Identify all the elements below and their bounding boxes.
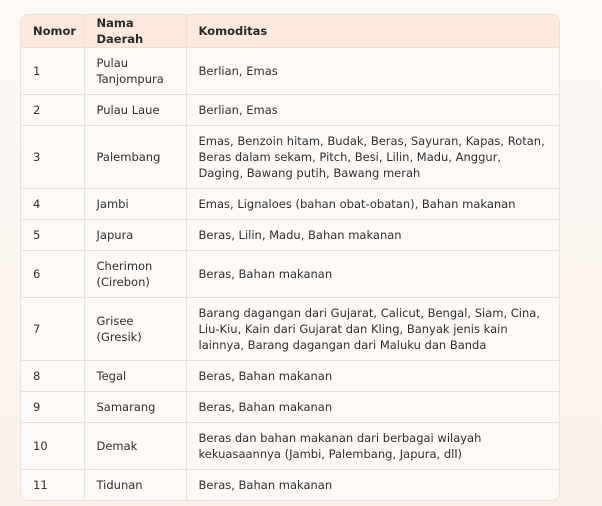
table-row: [21, 361, 559, 392]
cell-komoditas: Berlian, Emas: [186, 48, 559, 95]
cell-nomor: 3: [21, 126, 84, 189]
table-row: [21, 251, 559, 298]
table-body: [21, 48, 559, 501]
cell-komoditas: Beras, Bahan makanan: [186, 392, 559, 423]
cell-nama-daerah: Jambi: [84, 189, 186, 220]
table-row: [21, 220, 559, 251]
header-row: [21, 15, 559, 48]
cell-nama-daerah: Tidunan: [84, 470, 186, 501]
cell-nomor: 5: [21, 220, 84, 251]
cell-nomor: 2: [21, 95, 84, 126]
cell-nama-daerah: Grisee (Gresik): [84, 298, 186, 361]
cell-komoditas: Beras dan bahan makanan dari berbagai wilayah kekuasaannya (Jambi, Palembang, Japura, dll): [186, 423, 559, 470]
cell-komoditas: Beras, Bahan makanan: [198, 478, 333, 492]
table-row: [21, 126, 559, 189]
commodity-table: [21, 15, 559, 500]
cell-nama-daerah: Demak: [84, 423, 186, 470]
header-komoditas: Komoditas: [186, 15, 559, 48]
cell-nomor: 4: [21, 189, 84, 220]
cell-nama-daerah: Samarang: [84, 392, 186, 423]
cell-nama-daerah: Cherimon (Cirebon): [84, 251, 186, 298]
commodity-table-container: [20, 14, 560, 501]
table-row: [21, 95, 559, 126]
cell-nama-daerah: Pulau Laue: [84, 95, 186, 126]
table-row: [21, 470, 559, 501]
cell-nomor: 7: [21, 298, 84, 361]
cell-komoditas: Emas, Lignaloes (bahan obat-obatan), Bahan makanan: [186, 189, 559, 220]
cell-komoditas: Beras, Bahan makanan: [186, 361, 559, 392]
cell-nama-daerah: Palembang: [84, 126, 186, 189]
header-nomor: Nomor: [21, 15, 84, 48]
cell-nomor: 9: [21, 392, 84, 423]
cell-nama-daerah: Pulau Tanjompura: [84, 48, 186, 95]
table-header: [21, 15, 559, 48]
cell-nomor: 1: [21, 48, 84, 95]
table-row: [21, 298, 559, 361]
cell-nomor: 11: [21, 470, 84, 501]
cell-komoditas: Barang dagangan dari Gujarat, Calicut, Bengal, Siam, Cina, Liu-Kiu, Kain dari Gujarat dan Kling, Banyak jenis kain lainnya, Barang dagangan dari Maluku dan Banda: [186, 298, 559, 361]
cell-komoditas: Emas, Benzoin hitam, Budak, Beras, Sayuran, Kapas, Rotan, Beras dalam sekam, Pitch, Besi, Lilin, Madu, Anggur, Daging, Bawang putih, Bawang merah: [186, 126, 559, 189]
cell-komoditas: Beras, Bahan makanan: [186, 251, 559, 298]
header-nama-daerah: Nama Daerah: [84, 15, 186, 48]
cell-nama-daerah: Tegal: [84, 361, 186, 392]
table-row: [21, 48, 559, 95]
table-row: [21, 423, 559, 470]
table-row: [21, 392, 559, 423]
cell-nomor: 8: [21, 361, 84, 392]
cell-komoditas: Berlian, Emas: [186, 95, 559, 126]
cell-nama-daerah: Japura: [84, 220, 186, 251]
cell-komoditas: Beras, Lilin, Madu, Bahan makanan: [186, 220, 559, 251]
cell-nomor: 6: [21, 251, 84, 298]
table-row: [21, 189, 559, 220]
cell-nomor: 10: [21, 423, 84, 470]
